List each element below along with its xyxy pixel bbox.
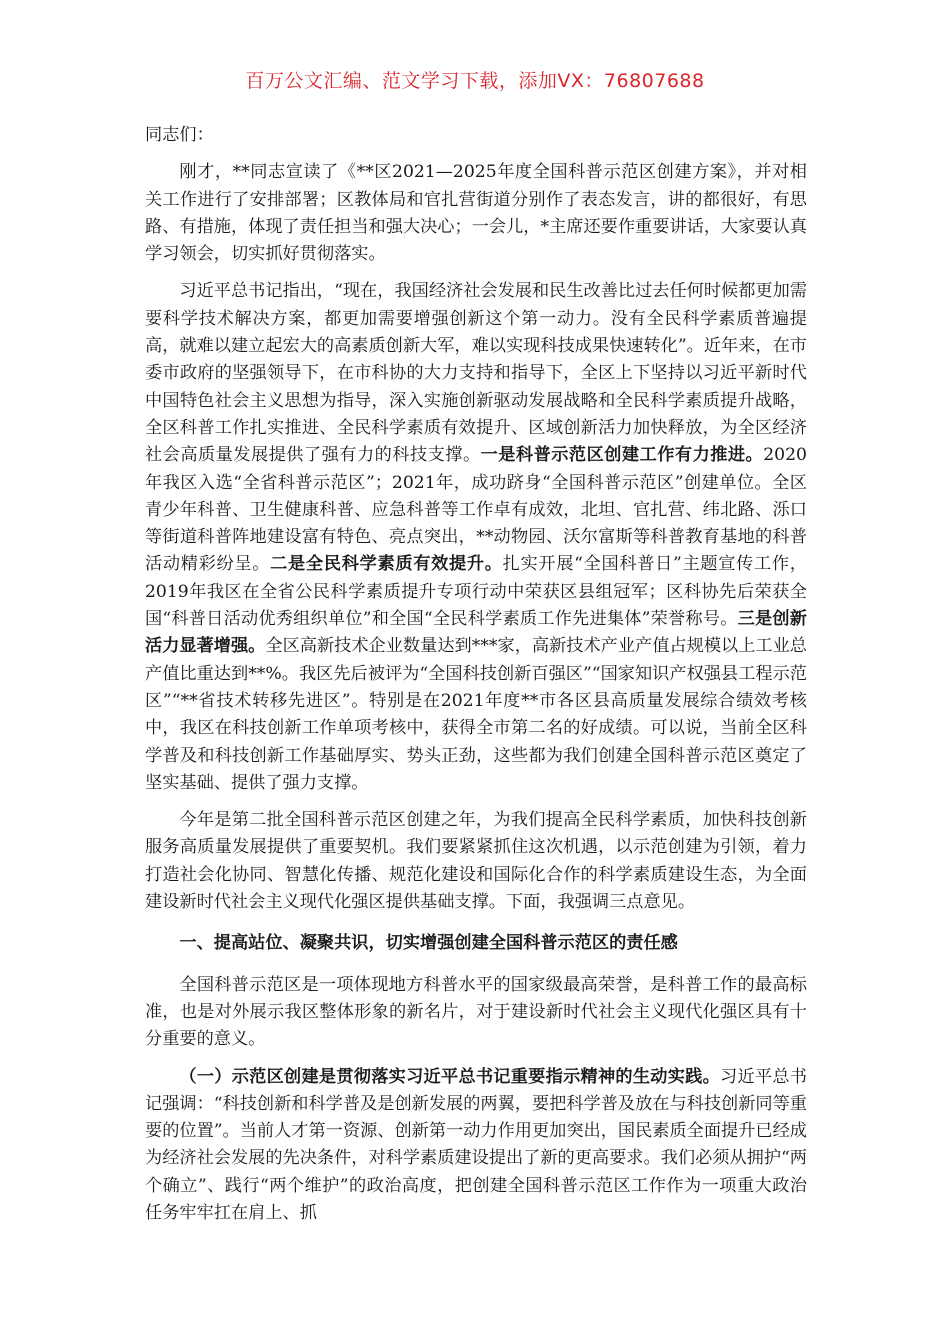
greeting: 同志们： — [145, 125, 214, 145]
section-heading-1: 一、提高站位、凝聚共识，切实增强创建全国科普示范区的责任感 — [179, 933, 678, 954]
subsection-title: （一）示范区创建是贯彻落实习近平总书记重要指示精神的生动实践。 — [179, 1066, 721, 1087]
document-body — [145, 122, 807, 1237]
paragraph-opening: 刚才，**同志宣读了《**区2021—2025年度全国科普示范区创建方案》，并对相关工作进行了安排部署；区教体局和官扎营街道分别作了表态发言，讲的都很好，有思路、有措施，体现了责任担当和强大决心；一会儿，*主席还要作重要讲话，大家要认真学习领会，切实抓好贯彻落实。 — [145, 162, 807, 265]
paragraph-opportunity: 今年是第二批全国科普示范区创建之年，为我们提高全民科学素质，加快科技创新服务高质量发展提供了重要契机。我们要紧紧抓住这次机遇，以示范创建为引领，着力打造社会化协同、智慧化传播、规范化建设和国际化合作的科学素质建设生态，为全面建设新时代社会主义现代化强区提供基础支撑。下面，我强调三点意见。 — [145, 810, 807, 913]
paragraph-text: 习近平总书记强调：“科技创新和科学普及是创新发展的两翼，要把科学普及放在与科技创新同等重要的位置”。当前人才第一资源、创新第一动力作用更加突出，国民素质全面提升已经成为经济社会发展的先决条件，对科学素质建设提出了新的更高要求。我们必须从拥护“两个确立”、践行“两个维护”的政治高度，把创建全国科普示范区工作作为一项重大政治任务牢牢扛在肩上、抓 — [145, 1066, 807, 1223]
bold-point-three: 三是创新活力显著增强。 — [145, 609, 807, 657]
paragraph-text: 全区高新技术企业数量达到***家，高新技术产业产值占规模以上工业总产值比重达到**%。我区先后被评为“全国科技创新百强区”“国家知识产权强县工程示范区”“**省技术转移先进区”。特别是在2021年度**市各区县高质量发展综合绩效考核中，我区在科技创新工作单项考核中，获得全市第二名的好成绩。可以说，当前全区科学普及和科技创新工作基础厚实、势头正劲，这些都为我们创建全国科普示范区奠定了坚实基础、提供了强力支撑。 — [145, 636, 807, 793]
bold-point-one: 一是科普示范区创建工作有力推进。 — [480, 445, 764, 466]
watermark-banner: 百万公文汇编、范文学习下载，添加VX：76807688 — [245, 70, 705, 92]
paragraph-significance: 全国科普示范区是一项体现地方科普水平的国家级最高荣誉，是科普工作的最高标准，也是对外展示我区整体形象的新名片，对于建设新时代社会主义现代化强区具有十分重要的意义。 — [145, 974, 807, 1050]
paragraph-text: 2020年我区入选“全省科普示范区”；2021年，成功跻身“全国科普示范区”创建单位。全区青少年科普、卫生健康科普、应急科普等工作卓有成效，北坦、官扎营、纬北路、泺口等街道科普阵地建设富有特色、亮点突出，**动物园、沃尔富斯等科普教育基地的科普活动精彩纷呈。 — [145, 445, 807, 575]
bold-point-two: 二是全民科学素质有效提升。 — [270, 554, 503, 575]
paragraph-text: 习近平总书记指出，“现在，我国经济社会发展和民生改善比过去任何时候都更加需要科学技术解决方案，都更加需要增强创新这个第一动力。没有全民科学素质普遍提高，就难以建立起宏大的高素质创新大军，难以实现科技成果快速转化”。近年来，在市委市政府的坚强领导下，在市科协的大力支持和指导下，全区上下坚持以习近平新时代中国特色社会主义思想为指导，深入实施创新驱动发展战略和全民科学素质提升战略，全区科普工作扎实推进、全民科学素质有效提升、区域创新活力加快释放，为全区经济社会高质量发展提供了强有力的科技支撑。 — [145, 281, 807, 466]
paragraph-text: 扎实开展“全国科普日”主题宣传工作，2019年我区在全省公民科学素质提升专项行动中荣获区县组冠军；区科协先后荣获全国“科普日活动优秀组织单位”和全国“全民科学素质工作先进集体”荣誉称号。 — [145, 554, 807, 630]
paragraph-achievements — [145, 278, 807, 797]
paragraph-subsection-1 — [145, 1064, 807, 1228]
